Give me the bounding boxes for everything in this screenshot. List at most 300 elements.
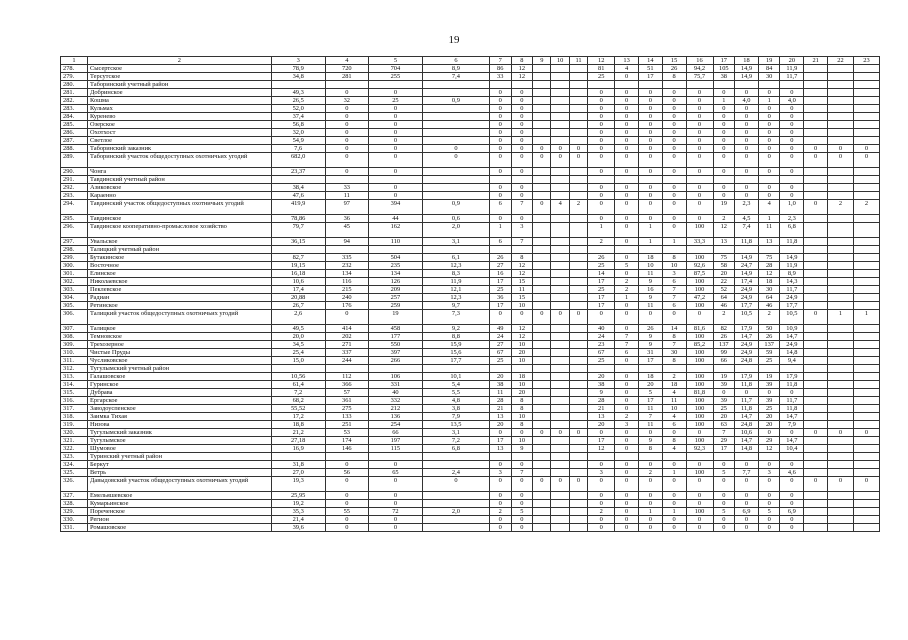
value-cell: 38: [588, 381, 615, 389]
value-cell: 0: [662, 461, 686, 469]
value-cell: 0: [662, 477, 686, 492]
value-cell: 2,3: [780, 215, 804, 223]
value-cell: 0: [533, 145, 551, 153]
value-cell: 6: [662, 421, 686, 429]
area-name-cell: Темновское: [88, 333, 272, 341]
value-cell: 0: [638, 121, 662, 129]
value-cell: [271, 81, 325, 89]
value-cell: 100: [686, 508, 713, 516]
value-cell: 24,9: [735, 341, 759, 349]
value-cell: [422, 176, 489, 184]
value-cell: 0: [780, 524, 804, 532]
value-cell: 0: [638, 310, 662, 325]
value-cell: 0: [713, 89, 735, 97]
value-cell: [828, 176, 854, 184]
value-cell: 67: [489, 349, 511, 357]
value-cell: 0: [638, 192, 662, 200]
value-cell: 16: [489, 270, 511, 278]
value-cell: 12: [511, 65, 533, 73]
value-cell: [853, 223, 879, 238]
value-cell: [853, 469, 879, 477]
value-cell: 10,1: [422, 373, 489, 381]
value-cell: 25: [588, 262, 615, 270]
value-cell: 11,7: [735, 397, 759, 405]
value-cell: [853, 508, 879, 516]
value-cell: 0: [368, 153, 422, 168]
value-cell: [533, 254, 551, 262]
value-cell: 0: [489, 129, 511, 137]
column-number-cell: 1: [61, 57, 88, 65]
value-cell: 3: [489, 469, 511, 477]
value-cell: [551, 302, 569, 310]
value-cell: [533, 286, 551, 294]
value-cell: 0: [780, 492, 804, 500]
value-cell: 0: [780, 192, 804, 200]
value-cell: 0: [551, 310, 569, 325]
value-cell: 20,0: [271, 333, 325, 341]
value-cell: [588, 81, 615, 89]
value-cell: 56,8: [271, 121, 325, 129]
row-number-cell: 286.: [61, 129, 88, 137]
value-cell: 0: [615, 437, 639, 445]
value-cell: [615, 176, 639, 184]
value-cell: 12: [713, 223, 735, 238]
column-number-cell: 15: [662, 57, 686, 65]
value-cell: 17: [489, 302, 511, 310]
value-cell: 19: [713, 373, 735, 381]
value-cell: 5: [713, 508, 735, 516]
table-row: [61, 176, 880, 184]
value-cell: 0: [662, 200, 686, 215]
value-cell: [551, 129, 569, 137]
value-cell: [853, 192, 879, 200]
value-cell: 18: [758, 278, 780, 286]
value-cell: 0: [588, 129, 615, 137]
value-cell: [853, 176, 879, 184]
value-cell: 17: [489, 437, 511, 445]
value-cell: 11,9: [780, 262, 804, 270]
table-row: [61, 121, 880, 129]
value-cell: [569, 113, 587, 121]
value-cell: 1: [588, 223, 615, 238]
value-cell: 0: [325, 492, 368, 500]
value-cell: 10,9: [780, 325, 804, 333]
value-cell: 12: [758, 270, 780, 278]
area-name-cell: Азиковское: [88, 184, 272, 192]
value-cell: [804, 349, 828, 357]
value-cell: [422, 113, 489, 121]
table-row: [61, 73, 880, 81]
value-cell: 6: [489, 200, 511, 215]
area-name-cell: Ергарское: [88, 397, 272, 405]
value-cell: 5: [638, 389, 662, 397]
value-cell: [422, 192, 489, 200]
value-cell: 92,6: [686, 262, 713, 270]
row-number-cell: 331.: [61, 524, 88, 532]
value-cell: 0: [686, 200, 713, 215]
value-cell: [828, 333, 854, 341]
value-cell: 0: [489, 215, 511, 223]
value-cell: [853, 246, 879, 254]
value-cell: 40: [368, 389, 422, 397]
value-cell: 2: [588, 508, 615, 516]
value-cell: 0: [662, 97, 686, 105]
row-number-cell: 278.: [61, 65, 88, 73]
value-cell: [853, 516, 879, 524]
row-number-cell: 311.: [61, 357, 88, 365]
value-cell: 81,6: [686, 325, 713, 333]
value-cell: [511, 176, 533, 184]
row-number-cell: 320.: [61, 429, 88, 437]
value-cell: 0: [780, 153, 804, 168]
value-cell: [551, 389, 569, 397]
value-cell: [569, 373, 587, 381]
value-cell: [804, 397, 828, 405]
value-cell: 0: [422, 145, 489, 153]
value-cell: 0: [713, 145, 735, 153]
value-cell: 7: [511, 469, 533, 477]
value-cell: 10,6: [735, 429, 759, 437]
value-cell: [828, 168, 854, 176]
value-cell: 0: [662, 192, 686, 200]
value-cell: [368, 176, 422, 184]
value-cell: [489, 365, 511, 373]
value-cell: [828, 97, 854, 105]
table-row: [61, 97, 880, 105]
value-cell: 0: [713, 477, 735, 492]
value-cell: 16: [638, 286, 662, 294]
value-cell: 100: [686, 254, 713, 262]
value-cell: [511, 365, 533, 373]
value-cell: 53: [325, 429, 368, 437]
row-number-cell: 292.: [61, 184, 88, 192]
value-cell: 7: [615, 333, 639, 341]
value-cell: 8: [511, 397, 533, 405]
value-cell: [533, 516, 551, 524]
value-cell: 0: [638, 477, 662, 492]
column-number-cell: 13: [615, 57, 639, 65]
value-cell: [853, 325, 879, 333]
value-cell: [804, 492, 828, 500]
value-cell: [569, 238, 587, 246]
value-cell: 7,2: [271, 389, 325, 397]
value-cell: [533, 349, 551, 357]
value-cell: 7: [511, 200, 533, 215]
value-cell: [588, 453, 615, 461]
value-cell: 0: [511, 153, 533, 168]
column-number-cell: 8: [511, 57, 533, 65]
value-cell: [551, 333, 569, 341]
value-cell: [569, 405, 587, 413]
value-cell: [853, 500, 879, 508]
column-number-cell: 2: [88, 57, 272, 65]
value-cell: 11: [511, 286, 533, 294]
value-cell: [511, 246, 533, 254]
value-cell: 15: [511, 278, 533, 286]
value-cell: 1: [713, 97, 735, 105]
value-cell: 26: [713, 333, 735, 341]
table-row: [61, 192, 880, 200]
value-cell: 4: [662, 413, 686, 421]
column-number-cell: 18: [735, 57, 759, 65]
value-cell: 30: [758, 286, 780, 294]
value-cell: 136: [368, 413, 422, 421]
value-cell: 2,0: [422, 223, 489, 238]
value-cell: 20: [713, 270, 735, 278]
value-cell: 10,4: [780, 445, 804, 453]
value-cell: 15,6: [422, 349, 489, 357]
value-cell: [804, 238, 828, 246]
value-cell: 0: [325, 477, 368, 492]
value-cell: 49,3: [271, 89, 325, 97]
value-cell: [551, 176, 569, 184]
value-cell: 32,0: [271, 129, 325, 137]
value-cell: [638, 365, 662, 373]
value-cell: 14,9: [780, 254, 804, 262]
value-cell: 0: [758, 153, 780, 168]
value-cell: 197: [368, 437, 422, 445]
value-cell: [533, 381, 551, 389]
value-cell: 28: [588, 397, 615, 405]
value-cell: 0: [758, 492, 780, 500]
value-cell: 266: [368, 357, 422, 365]
value-cell: [533, 389, 551, 397]
row-number-cell: 285.: [61, 121, 88, 129]
value-cell: 0: [511, 105, 533, 113]
value-cell: [551, 421, 569, 429]
value-cell: 75,7: [686, 73, 713, 81]
value-cell: 100: [686, 373, 713, 381]
value-cell: 0: [662, 223, 686, 238]
value-cell: [828, 453, 854, 461]
value-cell: 0: [638, 524, 662, 532]
value-cell: [533, 137, 551, 145]
value-cell: 0: [828, 429, 854, 437]
value-cell: 2: [638, 469, 662, 477]
row-number-cell: 279.: [61, 73, 88, 81]
value-cell: 0: [368, 137, 422, 145]
value-cell: 0: [713, 524, 735, 532]
value-cell: 0: [735, 192, 759, 200]
value-cell: 419,9: [271, 200, 325, 215]
value-cell: 57: [325, 389, 368, 397]
column-number-cell: 19: [758, 57, 780, 65]
value-cell: 14,9: [735, 270, 759, 278]
value-cell: [804, 500, 828, 508]
value-cell: 32: [325, 97, 368, 105]
area-name-cell: Восточное: [88, 262, 272, 270]
value-cell: 0: [489, 310, 511, 325]
value-cell: [569, 294, 587, 302]
value-cell: 26: [638, 325, 662, 333]
value-cell: 0: [662, 500, 686, 508]
value-cell: [615, 365, 639, 373]
value-cell: [533, 192, 551, 200]
value-cell: 26: [489, 254, 511, 262]
value-cell: [551, 286, 569, 294]
value-cell: 28: [758, 262, 780, 270]
value-cell: 0: [325, 516, 368, 524]
value-cell: 12,3: [422, 294, 489, 302]
value-cell: 281: [325, 73, 368, 81]
value-cell: [325, 365, 368, 373]
value-cell: [569, 97, 587, 105]
value-cell: 0: [758, 113, 780, 121]
value-cell: 11,7: [780, 286, 804, 294]
value-cell: 0: [489, 429, 511, 437]
value-cell: 0: [686, 153, 713, 168]
value-cell: 682,0: [271, 153, 325, 168]
value-cell: 35,3: [271, 508, 325, 516]
value-cell: [551, 413, 569, 421]
value-cell: 0: [325, 153, 368, 168]
value-cell: 0: [638, 516, 662, 524]
value-cell: [853, 373, 879, 381]
value-cell: 0: [615, 97, 639, 105]
value-cell: 1: [758, 215, 780, 223]
value-cell: [551, 215, 569, 223]
value-cell: [804, 524, 828, 532]
value-cell: 24,9: [735, 286, 759, 294]
value-cell: 0: [588, 105, 615, 113]
value-cell: 17,2: [271, 413, 325, 421]
value-cell: 0: [662, 137, 686, 145]
value-cell: [533, 325, 551, 333]
value-cell: 19,2: [271, 500, 325, 508]
area-name-cell: Талицкий учетный район: [88, 246, 272, 254]
value-cell: 17: [638, 357, 662, 365]
value-cell: 0: [780, 145, 804, 153]
value-cell: 0: [325, 89, 368, 97]
value-cell: [853, 389, 879, 397]
value-cell: [804, 413, 828, 421]
value-cell: [853, 286, 879, 294]
value-cell: [853, 105, 879, 113]
value-cell: 25: [368, 97, 422, 105]
value-cell: 176: [325, 302, 368, 310]
value-cell: 0: [551, 477, 569, 492]
value-cell: 0: [511, 145, 533, 153]
value-cell: [533, 246, 551, 254]
value-cell: [569, 381, 587, 389]
value-cell: [828, 105, 854, 113]
value-cell: 0: [853, 145, 879, 153]
value-cell: 0: [511, 121, 533, 129]
value-cell: 0: [804, 310, 828, 325]
value-cell: 0: [686, 477, 713, 492]
value-cell: 9: [511, 445, 533, 453]
value-cell: 100: [686, 302, 713, 310]
value-cell: [853, 365, 879, 373]
value-cell: 0: [828, 477, 854, 492]
value-cell: [551, 137, 569, 145]
table-row: [61, 254, 880, 262]
column-number-cell: 3: [271, 57, 325, 65]
value-cell: [758, 365, 780, 373]
value-cell: [853, 184, 879, 192]
value-cell: [780, 81, 804, 89]
value-cell: [662, 176, 686, 184]
value-cell: 7,3: [422, 310, 489, 325]
value-cell: 17: [638, 73, 662, 81]
row-number-cell: 296.: [61, 223, 88, 238]
value-cell: 4: [662, 445, 686, 453]
value-cell: 100: [686, 421, 713, 429]
value-cell: 65: [368, 469, 422, 477]
value-cell: 0: [325, 145, 368, 153]
value-cell: [713, 246, 735, 254]
area-name-cell: Тугулымский учетный район: [88, 365, 272, 373]
value-cell: [422, 461, 489, 469]
value-cell: 7,4: [422, 73, 489, 81]
value-cell: 0: [588, 89, 615, 97]
value-cell: 0: [686, 492, 713, 500]
value-cell: [533, 302, 551, 310]
value-cell: 0: [588, 153, 615, 168]
row-number-cell: 290.: [61, 168, 88, 176]
value-cell: 11,8: [780, 238, 804, 246]
value-cell: 2: [662, 373, 686, 381]
value-cell: 0: [533, 477, 551, 492]
value-cell: 11,8: [780, 405, 804, 413]
value-cell: 99: [713, 349, 735, 357]
value-cell: [533, 215, 551, 223]
value-cell: 7,2: [422, 437, 489, 445]
value-cell: [551, 270, 569, 278]
value-cell: 78,9: [271, 65, 325, 73]
value-cell: 0: [713, 500, 735, 508]
value-cell: 21,2: [271, 429, 325, 437]
value-cell: 11: [489, 389, 511, 397]
value-cell: [551, 73, 569, 81]
value-cell: 20: [758, 421, 780, 429]
row-number-cell: 321.: [61, 437, 88, 445]
value-cell: [511, 453, 533, 461]
value-cell: 0: [368, 129, 422, 137]
value-cell: [686, 246, 713, 254]
value-cell: 2: [713, 215, 735, 223]
value-cell: 0: [713, 516, 735, 524]
value-cell: [735, 176, 759, 184]
value-cell: 5: [511, 508, 533, 516]
value-cell: [853, 65, 879, 73]
area-name-cell: Емельяшевское: [88, 492, 272, 500]
value-cell: [489, 176, 511, 184]
value-cell: 394: [368, 200, 422, 215]
value-cell: 1: [853, 310, 879, 325]
value-cell: 24: [489, 333, 511, 341]
value-cell: 16,9: [271, 445, 325, 453]
table-row: [61, 453, 880, 461]
value-cell: 6,1: [422, 254, 489, 262]
value-cell: 0: [615, 200, 639, 215]
value-cell: 11,8: [780, 381, 804, 389]
value-cell: [804, 105, 828, 113]
value-cell: 10: [511, 341, 533, 349]
value-cell: [511, 81, 533, 89]
value-cell: [422, 524, 489, 532]
value-cell: [569, 81, 587, 89]
value-cell: [853, 397, 879, 405]
row-number-cell: 309.: [61, 341, 88, 349]
value-cell: 8: [662, 333, 686, 341]
area-name-cell: Таборинский учетный район: [88, 81, 272, 89]
value-cell: [569, 413, 587, 421]
value-cell: 0: [686, 89, 713, 97]
value-cell: 0: [368, 105, 422, 113]
column-number-cell: 6: [422, 57, 489, 65]
value-cell: 4,5: [735, 215, 759, 223]
